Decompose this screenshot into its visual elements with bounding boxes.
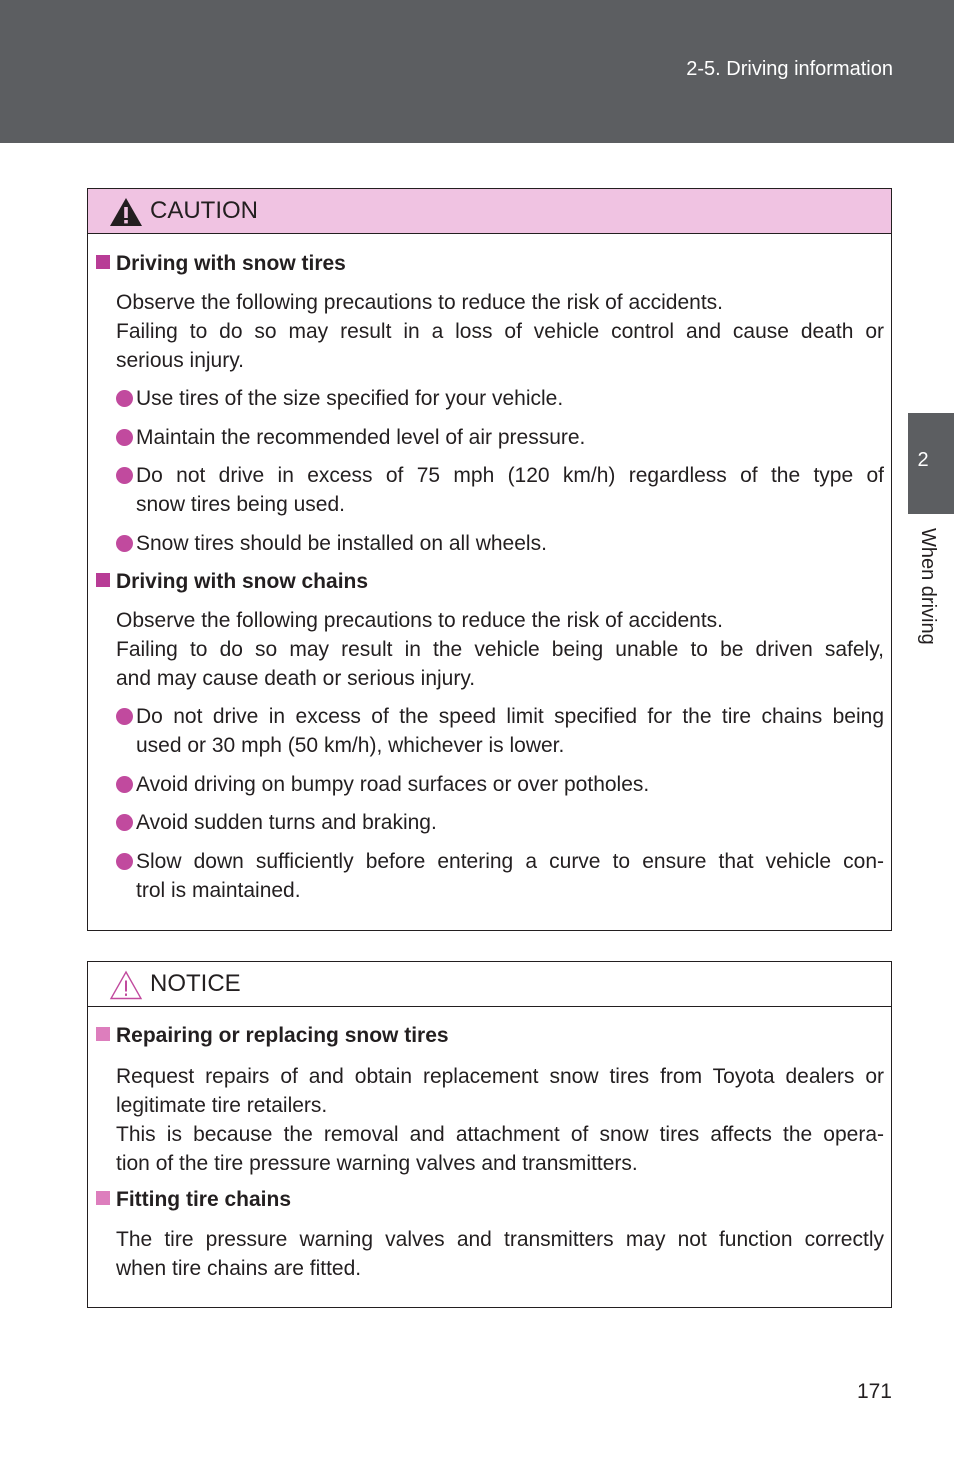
notice-header: [88, 962, 891, 1007]
list-item: Avoid driving on bumpy road surfaces or over potholes.: [116, 770, 884, 799]
list-item: Do not drive in excess of 75 mph (120 km/h) regardless of the type of snow tires being used.: [116, 461, 884, 519]
chapter-label: When driving: [917, 528, 939, 645]
paragraph: Observe the following precautions to reduce the risk of accidents. Failing to do so may result in the vehicle being unable to be driven safely, and may cause death or serious injury.: [116, 609, 884, 690]
circle-bullet-icon: [116, 708, 133, 725]
list-item: Avoid sudden turns and braking.: [116, 808, 884, 837]
square-bullet-icon: [96, 255, 110, 269]
paragraph: Observe the following precautions to reduce the risk of accidents. Failing to do so may result in a loss of vehicle control and cause death or serious injury.: [116, 291, 884, 372]
list-item: Do not drive in excess of the speed limit specified for the tire chains being used or 30 mph (50 km/h), whichever is lower.: [116, 702, 884, 760]
section-heading: Driving with snow tires: [96, 252, 346, 276]
notice-box: [87, 961, 892, 1308]
page-number: 171: [856, 1380, 892, 1403]
chapter-number: 2: [917, 449, 929, 471]
circle-bullet-icon: [116, 535, 133, 552]
circle-bullet-icon: [116, 429, 133, 446]
caution-header: [88, 189, 891, 234]
circle-bullet-icon: [116, 776, 133, 793]
paragraph: Request repairs of and obtain replacement snow tires from Toyota dealers or legitimate tire retailers. This is because the removal and attachment of snow tires affects the opera- tion of the tire pressure warning valves and transmitters.: [116, 1065, 884, 1175]
list-item: Slow down sufficiently before entering a curve to ensure that vehicle con- trol is maintained.: [116, 847, 884, 905]
circle-bullet-icon: [116, 853, 133, 870]
warning-triangle-outline-icon: [109, 970, 143, 1000]
caution-box: [87, 188, 892, 931]
circle-bullet-icon: [116, 467, 133, 484]
section-title: 2-5. Driving information: [686, 58, 893, 80]
section-heading: Repairing or replacing snow tires: [96, 1024, 449, 1048]
square-bullet-icon: [96, 1027, 110, 1041]
section-heading: Fitting tire chains: [96, 1188, 291, 1212]
notice-title: NOTICE: [150, 970, 241, 997]
list-item: Maintain the recommended level of air pressure.: [116, 423, 884, 452]
circle-bullet-icon: [116, 390, 133, 407]
warning-triangle-icon: [109, 197, 143, 227]
circle-bullet-icon: [116, 814, 133, 831]
list-item: Use tires of the size specified for your vehicle.: [116, 384, 884, 413]
list-item: Snow tires should be installed on all wheels.: [116, 529, 884, 558]
caution-title: CAUTION: [150, 197, 258, 224]
section-heading: Driving with snow chains: [96, 570, 368, 594]
paragraph: The tire pressure warning valves and transmitters may not function correctly when tire chains are fitted.: [116, 1228, 884, 1280]
square-bullet-icon: [96, 1191, 110, 1205]
page-header: [0, 0, 954, 143]
square-bullet-icon: [96, 573, 110, 587]
